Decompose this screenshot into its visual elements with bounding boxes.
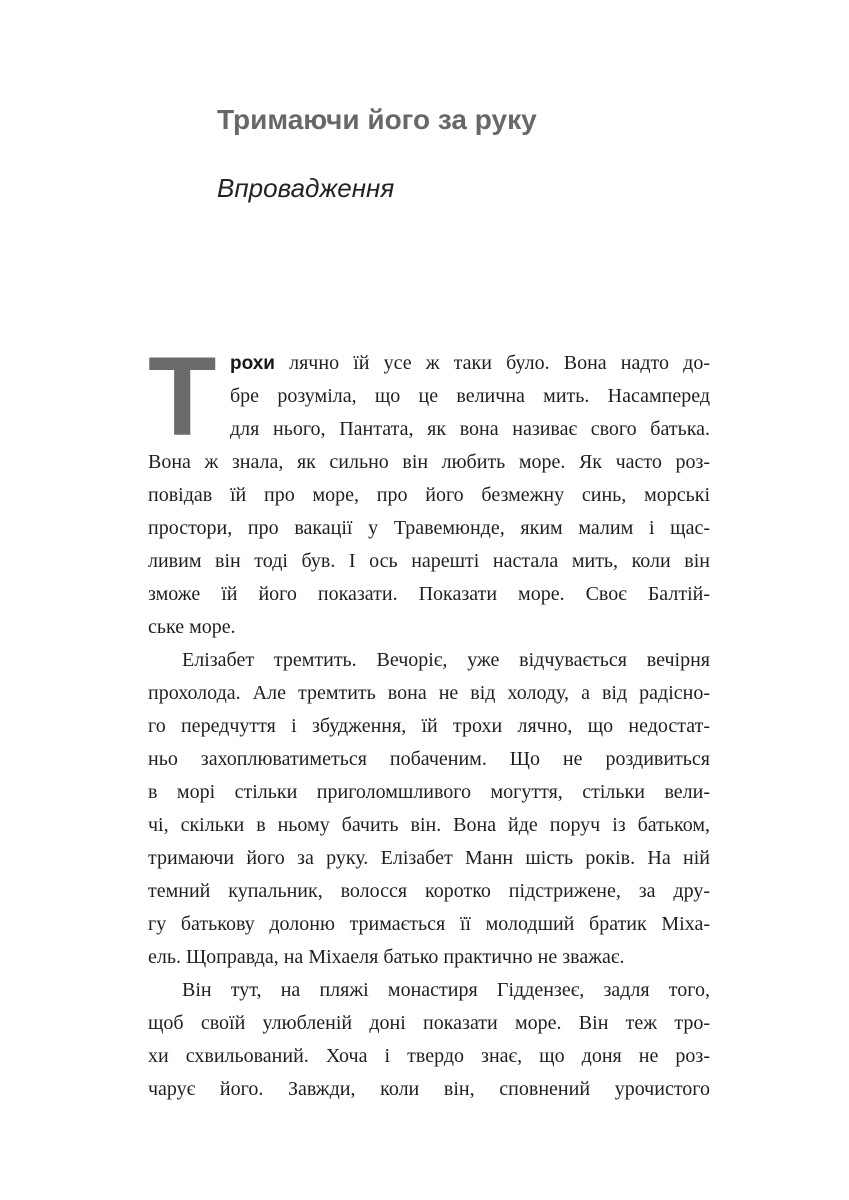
chapter-title: Тримаючи його за руку (217, 104, 537, 135)
text-line: щоб своїй улюбленій доні показати море. Він теж тро- (148, 1012, 710, 1034)
text-line: ель. Щоправда, на Міхаеля батько практично не зважає. (148, 946, 625, 968)
text-line: Він тут, на пляжі монастиря Гіддензеє, задля того, (182, 979, 710, 1001)
text-line: чі, скільки в ньому бачить він. Вона йде поруч із батьком, (148, 814, 710, 836)
text-line: для нього, Пантата, як вона називає свого батька. (230, 418, 710, 440)
paragraph (148, 974, 710, 1106)
chapter-subtitle: Впровадження (217, 173, 395, 203)
paragraph (148, 644, 710, 974)
text-line: прохолода. Але тремтить вона не від холоду, а від радісно- (148, 682, 710, 704)
text-line: Елізабет тремтить. Вечоріє, уже відчувається вечірня (182, 649, 710, 671)
text-line: ське море. (148, 616, 236, 638)
lead-word: рохи (230, 353, 275, 374)
text-line: го передчуття і збудження, їй трохи лячно, що недостат- (148, 715, 710, 737)
text-line: темний купальник, волосся коротко підстрижене, за дру- (148, 880, 710, 902)
text-line: ливим він тоді був. І ось нарешті настала мить, коли він (148, 550, 710, 572)
text-line: повідав їй про море, про його безмежну синь, морські (148, 484, 710, 506)
text-line: рохи лячно їй усе ж таки було. Вона надто до- (230, 352, 710, 374)
text-line: зможе їй його показати. Показати море. Своє Балтій- (148, 583, 710, 605)
text-line: чарує його. Завжди, коли він, сповнений урочистого (148, 1078, 710, 1100)
text-line: Вона ж знала, як сильно він любить море. Як часто роз- (148, 451, 710, 473)
text-line: простори, про вакації у Травемюнде, яким малим і щас- (148, 517, 710, 539)
text-line: гу батькову долоню тримається її молодший братик Міха- (148, 913, 710, 935)
text-line: хи схвильований. Хоча і твердо знає, що доня не роз- (148, 1045, 710, 1067)
text-line: ньо захоплюватиметься побаченим. Що не роздивиться (148, 748, 710, 770)
body-text (148, 334, 710, 1106)
text-line: в морі стільки приголомшливого могуття, стільки вели- (148, 781, 710, 803)
text-line: бре розуміла, що це велична мить. Насамперед (230, 385, 710, 407)
paragraph (148, 334, 710, 644)
drop-cap: Т (148, 334, 217, 459)
text-line: тримаючи його за руку. Елізабет Манн шість років. На ній (148, 847, 710, 869)
